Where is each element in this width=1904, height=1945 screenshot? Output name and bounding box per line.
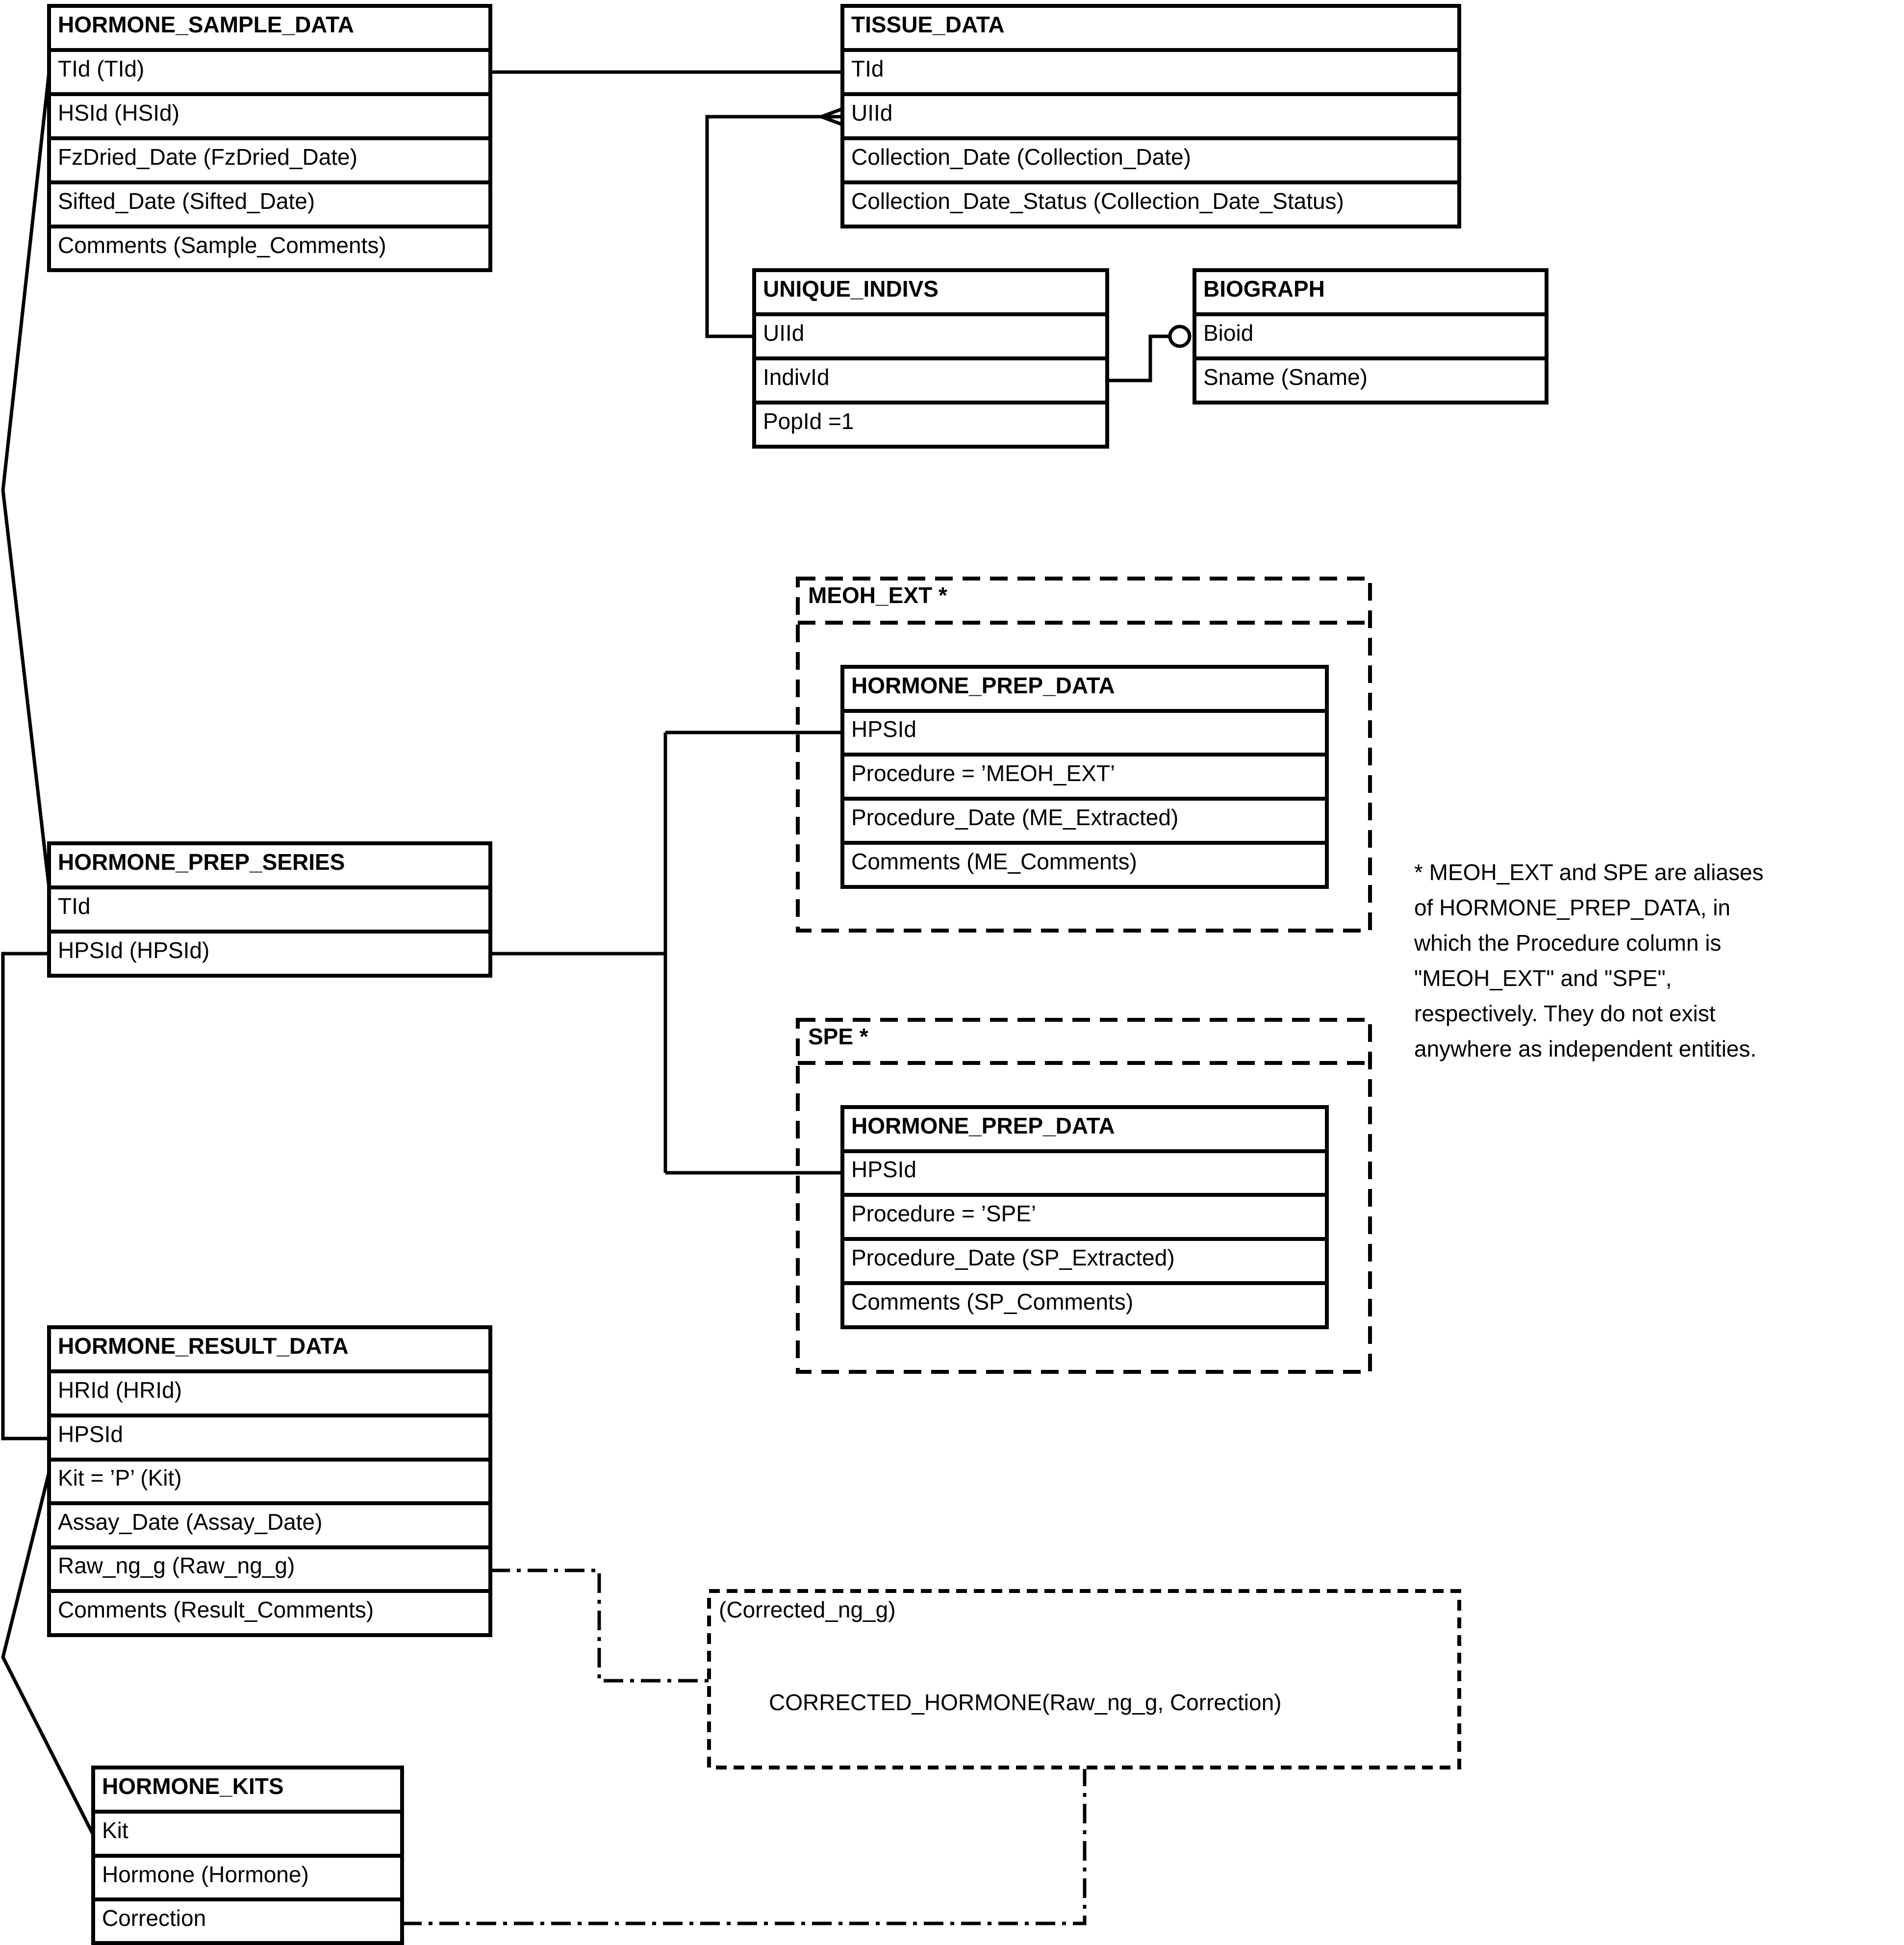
table-field: UIId bbox=[851, 100, 893, 126]
computed-column-label: (Corrected_ng_g) bbox=[719, 1597, 896, 1622]
table-field: Procedure_Date (ME_Extracted) bbox=[851, 805, 1179, 830]
crows-foot-icon bbox=[821, 109, 842, 125]
table-field: FzDried_Date (FzDried_Date) bbox=[58, 144, 357, 170]
table-field: Kit = ’P’ (Kit) bbox=[58, 1465, 182, 1490]
prepseries-result-link bbox=[3, 954, 49, 1439]
table-title: TISSUE_DATA bbox=[851, 12, 1005, 37]
table-field: HPSId bbox=[851, 716, 916, 742]
table-field: Correction bbox=[102, 1905, 206, 1931]
uniqueindivs-biograph-link bbox=[1107, 336, 1169, 380]
computed-expression: CORRECTED_HORMONE(Raw_ng_g, Correction) bbox=[769, 1690, 1282, 1715]
table-field: Comments (SP_Comments) bbox=[851, 1289, 1134, 1314]
table-title: HORMONE_KITS bbox=[102, 1773, 284, 1799]
raw-to-computed-link bbox=[490, 1570, 709, 1681]
table-field: Procedure = ’MEOH_EXT’ bbox=[851, 760, 1116, 786]
table-field: Collection_Date (Collection_Date) bbox=[851, 144, 1191, 170]
table-field: Kit bbox=[102, 1818, 128, 1843]
table-field: TId bbox=[851, 56, 884, 81]
table-hormone-sample-data[interactable] bbox=[49, 6, 490, 270]
sample-prepseries-link bbox=[3, 72, 49, 887]
table-field: PopId =1 bbox=[763, 408, 854, 434]
footnote-line: "MEOH_EXT" and "SPE", bbox=[1414, 965, 1672, 991]
table-title: HORMONE_SAMPLE_DATA bbox=[58, 12, 354, 37]
footnote bbox=[1414, 859, 1763, 1061]
table-hormone-prep-series[interactable] bbox=[49, 843, 490, 976]
table-field: Comments (Sample_Comments) bbox=[58, 232, 386, 258]
table-hormone-result-data[interactable] bbox=[49, 1327, 490, 1635]
table-field: TId (TId) bbox=[58, 56, 145, 81]
footnote-line: anywhere as independent entities. bbox=[1414, 1036, 1757, 1061]
table-field: Sifted_Date (Sifted_Date) bbox=[58, 188, 315, 214]
table-title: HORMONE_PREP_DATA bbox=[851, 673, 1115, 698]
table-title: HORMONE_PREP_SERIES bbox=[58, 849, 345, 875]
table-title: HORMONE_RESULT_DATA bbox=[58, 1333, 349, 1359]
table-field: HRId (HRId) bbox=[58, 1377, 182, 1403]
table-field: Assay_Date (Assay_Date) bbox=[58, 1509, 323, 1535]
zero-optional-icon bbox=[1170, 327, 1190, 346]
table-title: HORMONE_PREP_DATA bbox=[851, 1113, 1115, 1138]
table-tissue-data[interactable] bbox=[842, 6, 1459, 227]
table-title: BIOGRAPH bbox=[1203, 276, 1325, 302]
footnote-line: of HORMONE_PREP_DATA, in bbox=[1414, 895, 1731, 920]
footnote-line: * MEOH_EXT and SPE are aliases bbox=[1414, 859, 1764, 885]
computed-column-box[interactable] bbox=[709, 1591, 1459, 1768]
alias-group-label: MEOH_EXT * bbox=[808, 582, 947, 608]
footnote-line: respectively. They do not exist bbox=[1414, 1001, 1716, 1026]
table-field: Hormone (Hormone) bbox=[102, 1862, 309, 1887]
table-field: HPSId (HPSId) bbox=[58, 937, 210, 963]
table-field: Comments (ME_Comments) bbox=[851, 849, 1137, 874]
table-field: Raw_ng_g (Raw_ng_g) bbox=[58, 1553, 295, 1578]
table-field: TId bbox=[58, 893, 91, 919]
footnote-line: which the Procedure column is bbox=[1414, 930, 1722, 956]
table-field: HPSId bbox=[58, 1421, 123, 1447]
table-spe-prep-data[interactable] bbox=[842, 1107, 1327, 1327]
table-field: IndivId bbox=[763, 364, 830, 390]
table-field: UIId bbox=[763, 320, 805, 346]
table-field: Procedure = ’SPE’ bbox=[851, 1201, 1037, 1226]
table-field: Bioid bbox=[1203, 320, 1254, 346]
table-field: Sname (Sname) bbox=[1203, 364, 1368, 390]
table-field: Procedure_Date (SP_Extracted) bbox=[851, 1245, 1175, 1270]
table-meoh-prep-data[interactable] bbox=[842, 667, 1327, 887]
table-biograph[interactable] bbox=[1194, 270, 1547, 403]
table-field: HPSId bbox=[851, 1157, 916, 1182]
correction-to-computed-link bbox=[402, 1769, 1085, 1923]
table-unique-indivs[interactable] bbox=[754, 270, 1107, 447]
table-field: HSId (HSId) bbox=[58, 100, 179, 126]
table-title: UNIQUE_INDIVS bbox=[763, 276, 939, 302]
prepseries-prepdata-link bbox=[490, 733, 842, 1173]
alias-group-label: SPE * bbox=[808, 1024, 868, 1049]
table-field: Comments (Result_Comments) bbox=[58, 1597, 374, 1622]
table-field: Collection_Date_Status (Collection_Date_Status) bbox=[851, 188, 1344, 214]
table-hormone-kits[interactable] bbox=[93, 1768, 402, 1943]
